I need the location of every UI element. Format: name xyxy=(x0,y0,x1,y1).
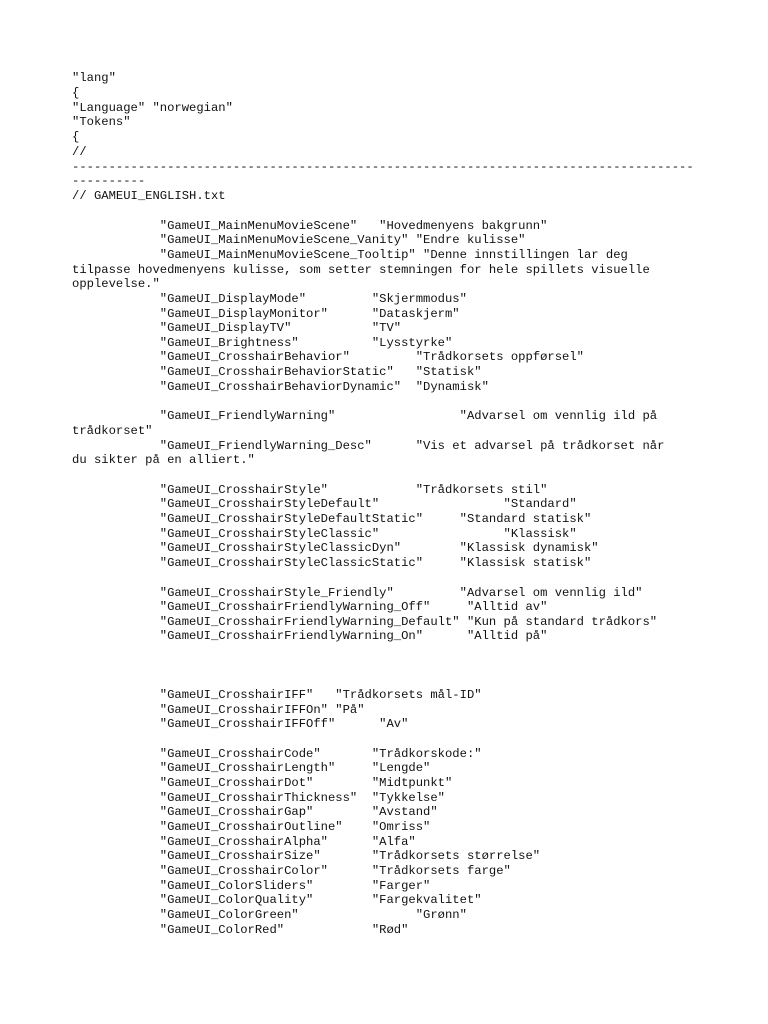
header-brace-open: { xyxy=(72,130,80,144)
token-line: "GameUI_CrosshairStyleDefault" "Standard" xyxy=(72,497,577,511)
token-line: "GameUI_CrosshairOutline" "Omriss" xyxy=(72,820,431,834)
token-line: "GameUI_CrosshairIFF" "Trådkorsets mål-ID" xyxy=(72,688,482,702)
token-line: "GameUI_CrosshairColor" "Trådkorsets farge" xyxy=(72,864,511,878)
token-line: "GameUI_CrosshairStyle_Friendly" "Advarsel om vennlig ild" xyxy=(72,586,643,600)
token-line: "GameUI_CrosshairIFFOn" "På" xyxy=(72,703,365,717)
token-line: "GameUI_CrosshairFriendlyWarning_On" "Alltid på" xyxy=(72,629,548,643)
token-line: trådkorset" xyxy=(72,424,153,438)
filename-comment: // GAMEUI_ENGLISH.txt xyxy=(72,189,226,203)
separator-line: ---------- xyxy=(72,174,146,188)
header-brace-open: { xyxy=(72,86,80,100)
token-line: "GameUI_CrosshairLength" "Lengde" xyxy=(72,761,431,775)
token-line: "GameUI_CrosshairIFFOff" "Av" xyxy=(72,717,409,731)
token-line: tilpasse hovedmenyens kulisse, som setter stemningen for hele spillets visuelle xyxy=(72,263,650,277)
token-line: "GameUI_DisplayTV" "TV" xyxy=(72,321,402,335)
token-line: "GameUI_ColorSliders" "Farger" xyxy=(72,879,431,893)
token-line: "GameUI_CrosshairSize" "Trådkorsets størrelse" xyxy=(72,849,541,863)
token-line: "GameUI_CrosshairThickness" "Tykkelse" xyxy=(72,791,445,805)
header-lang-line: "lang" xyxy=(72,71,116,85)
token-line: "GameUI_CrosshairFriendlyWarning_Off" "Alltid av" xyxy=(72,600,548,614)
token-line: "GameUI_CrosshairBehavior" "Trådkorsets oppførsel" xyxy=(72,350,584,364)
token-line: "GameUI_FriendlyWarning_Desc" "Vis et advarsel på trådkorset når xyxy=(72,439,665,453)
token-line: du sikter på en alliert." xyxy=(72,453,255,467)
token-line: "GameUI_CrosshairAlpha" "Alfa" xyxy=(72,835,416,849)
token-line: "GameUI_Brightness" "Lysstyrke" xyxy=(72,336,453,350)
token-line: "GameUI_CrosshairBehaviorStatic" "Statisk" xyxy=(72,365,482,379)
separator-line: ------------------------------------------------------------------------------------- xyxy=(72,160,694,174)
header-comment: // xyxy=(72,145,87,159)
token-line: "GameUI_MainMenuMovieScene_Vanity" "Endre kulisse" xyxy=(72,233,526,247)
header-language-line: "Language" "norwegian" xyxy=(72,101,233,115)
token-line: "GameUI_FriendlyWarning" "Advarsel om vennlig ild på xyxy=(72,409,658,423)
token-line: "GameUI_MainMenuMovieScene_Tooltip" "Denne innstillingen lar deg xyxy=(72,248,628,262)
token-line: "GameUI_CrosshairFriendlyWarning_Default" "Kun på standard trådkors" xyxy=(72,615,658,629)
token-line: "GameUI_ColorQuality" "Fargekvalitet" xyxy=(72,893,482,907)
token-line: "GameUI_CrosshairDot" "Midtpunkt" xyxy=(72,776,453,790)
token-line: "GameUI_DisplayMode" "Skjermmodus" xyxy=(72,292,467,306)
token-line: "GameUI_CrosshairStyleClassicDyn" "Klassisk dynamisk" xyxy=(72,541,599,555)
token-line: "GameUI_MainMenuMovieScene" "Hovedmenyens bakgrunn" xyxy=(72,219,548,233)
token-line: "GameUI_CrosshairBehaviorDynamic" "Dynamisk" xyxy=(72,380,489,394)
token-line: "GameUI_CrosshairStyleDefaultStatic" "Standard statisk" xyxy=(72,512,592,526)
token-line: "GameUI_DisplayMonitor" "Dataskjerm" xyxy=(72,307,460,321)
token-line: opplevelse." xyxy=(72,277,160,291)
token-line: "GameUI_CrosshairStyleClassic" "Klassisk" xyxy=(72,527,577,541)
token-line: "GameUI_CrosshairStyle" "Trådkorsets stil" xyxy=(72,483,548,497)
token-line: "GameUI_ColorGreen" "Grønn" xyxy=(72,908,467,922)
token-line: "GameUI_CrosshairStyleClassicStatic" "Klassisk statisk" xyxy=(72,556,592,570)
token-line: "GameUI_ColorRed" "Rød" xyxy=(72,923,409,937)
token-line: "GameUI_CrosshairCode" "Trådkorskode:" xyxy=(72,747,482,761)
header-tokens-line: "Tokens" xyxy=(72,115,131,129)
token-line: "GameUI_CrosshairGap" "Avstand" xyxy=(72,805,438,819)
